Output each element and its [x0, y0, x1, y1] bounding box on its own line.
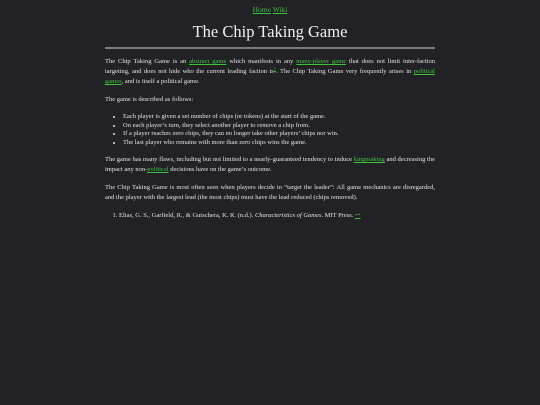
rule-item: • Each player is given a set number of chips (or tokens) at the start of the game.	[123, 113, 435, 122]
article-body	[105, 57, 435, 221]
footnote-book-title: Characteristics of Games	[254, 212, 322, 219]
footnotes-list	[105, 211, 435, 221]
many-player-game-link[interactable]: many-player game	[296, 58, 347, 65]
kingmaking-link[interactable]: kingmaking	[353, 156, 385, 163]
rule-item: • If a player reaches zero chips, they can no longer take other players’ chips nor win.	[123, 130, 435, 139]
footnote-backlink[interactable]: ↩	[355, 212, 361, 219]
intro-text-1: The Chip Taking Game is an	[105, 58, 190, 65]
intro-text-2: which manifests in any	[226, 58, 297, 65]
footnote-item	[119, 211, 435, 221]
intro-text-3: that does not limit inter-faction targeting, and does not hide who the current leading faction is	[105, 58, 436, 75]
title-divider	[105, 47, 435, 49]
political-link[interactable]: political	[147, 166, 169, 173]
description-intro: The game is described as follows:	[105, 96, 194, 103]
rule-item: • The last player who remains with more than zero chips wins the game.	[123, 139, 435, 148]
nav-home-link[interactable]: Home	[252, 5, 271, 14]
intro-text-5: , and is itself a political game.	[121, 78, 200, 85]
flaws-text-3: decisions have on the game’s outcome.	[168, 166, 272, 173]
flaws-text-1: The game has many flaws, including but not limited to a nearly-guaranteed tendency to induce	[105, 156, 354, 163]
rule-item: • On each player’s turn, they select another player to remove a chip from.	[123, 122, 435, 131]
intro-text-4: . The Chip Taking Game very frequently arises in	[276, 68, 414, 75]
footnote-publisher: . MIT Press.	[321, 212, 356, 219]
footnote-text: Elias, G. S., Garfield, R., & Gutschera, K. R. (n.d.).	[119, 212, 255, 219]
nav-wiki-link[interactable]: Wiki	[272, 5, 288, 14]
top-nav	[0, 5, 540, 15]
political-games-link[interactable]: political games	[105, 68, 435, 85]
page-title: The Chip Taking Game	[192, 22, 348, 41]
footnote-ref-link[interactable]: 1	[273, 65, 277, 71]
target-leader-paragraph: The Chip Taking Game is most often seen when players decide to “target the leader”: All game mechanics are disregarded, and the player with the largest lead (the most chips) must have the lead reduced (chips removed).	[105, 184, 435, 201]
rules-list	[105, 113, 435, 147]
abstract-game-link[interactable]: abstract game	[189, 58, 227, 65]
intro-paragraph	[105, 57, 435, 87]
flaws-text-2: and decreasing the impact any non-	[105, 156, 435, 173]
flaws-paragraph	[105, 155, 435, 175]
